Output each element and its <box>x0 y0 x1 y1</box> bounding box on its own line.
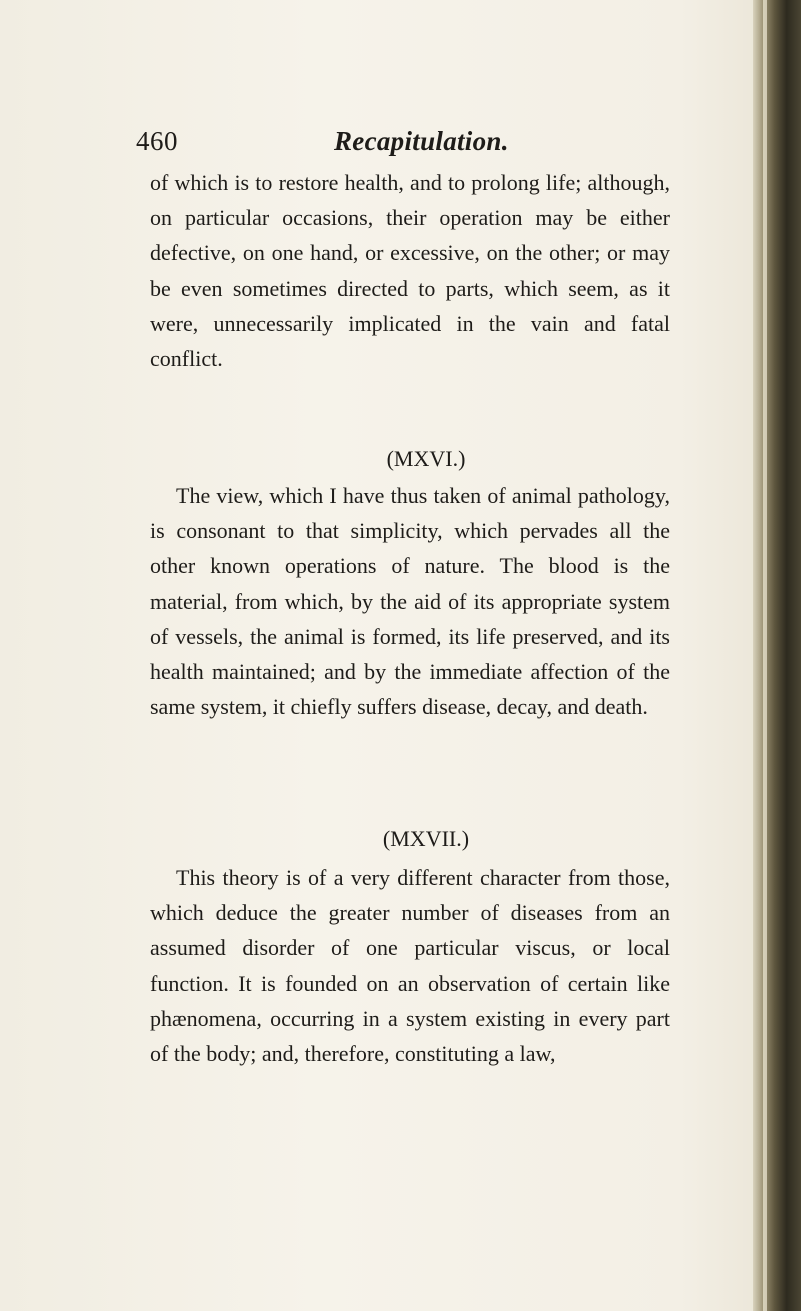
paragraph-text: of which is to restore health, and to prolong life; although, on particular occasions, their operation may be either defective, on one hand, or excessive, on the other; or may be even sometimes directed to parts, which seem, as it were, unnecessarily implicated in the vain and fatal conflict. <box>150 170 670 372</box>
section-number: (MXVI.) <box>386 446 466 471</box>
running-header <box>136 126 696 162</box>
paragraph-text: This theory is of a very different character from those, which deduce the greater number of diseases from an assumed disorder of one particular viscus, or local function. It is founded on an observation of certain like phænomena, occurring in a system existing in every part of the body; and, therefore, constituting a law, <box>150 865 670 1067</box>
paragraph-mxvii <box>150 860 670 1071</box>
section-number: (MXVII.) <box>382 826 470 851</box>
page-edge-highlight <box>763 0 767 1311</box>
paragraph-text: The view, which I have thus taken of animal pathology, is consonant to that simplicity, which pervades all the other known operations of nature. The blood is the material, from which, by the aid of its appropriate system of vessels, the animal is formed, its life preserved, and its health maintained; and by the immediate affection of the same system, it chiefly suffers disease, decay, and death. <box>150 483 670 720</box>
running-title: Recapitulation. <box>334 126 509 156</box>
page-number: 460 <box>136 126 178 156</box>
page-edge-shadow <box>753 0 801 1311</box>
paragraph-mxvi <box>150 478 670 724</box>
paragraph-continuation <box>150 165 670 376</box>
